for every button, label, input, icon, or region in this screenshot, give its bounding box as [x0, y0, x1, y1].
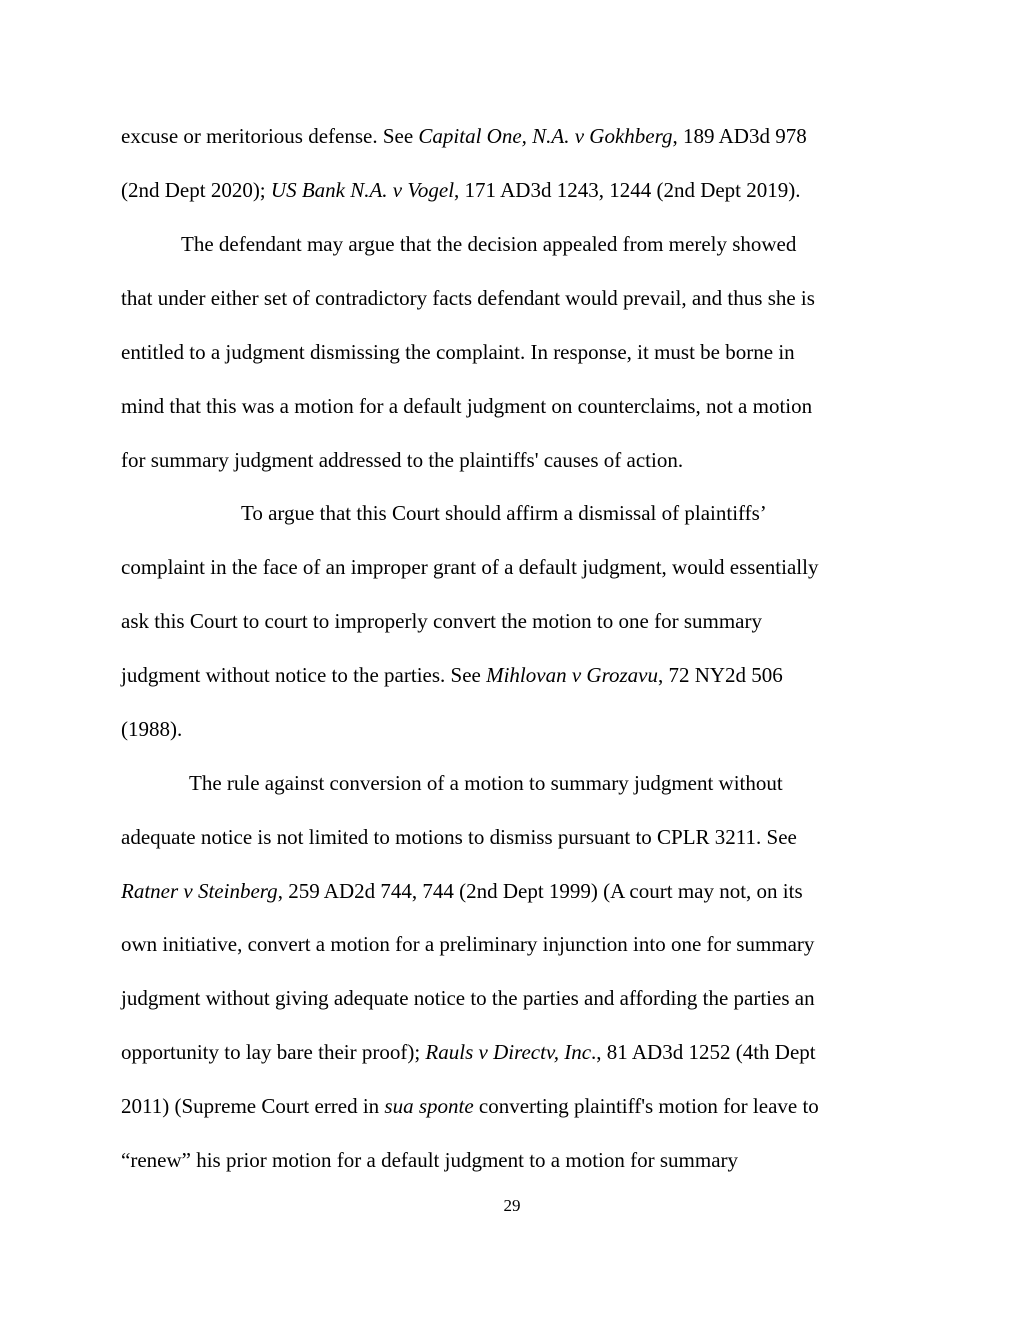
body-text-line [121, 1093, 819, 1119]
paragraph-first-line [181, 231, 796, 257]
text-run: own initiative, convert a motion for a preliminary injunction into one for summary [121, 932, 815, 956]
case-citation: Mihlovan v Grozavu [486, 663, 658, 687]
case-citation: Capital One, N.A. v Gokhberg [418, 124, 673, 148]
text-run: opportunity to lay bare their proof); [121, 1040, 426, 1064]
body-text-line [121, 878, 803, 904]
text-run: mind that this was a motion for a default judgment on counterclaims, not a motion [121, 394, 813, 418]
text-run: ., 81 AD3d 1252 (4th Dept [591, 1040, 816, 1064]
case-citation: Rauls v Directv, Inc [425, 1040, 592, 1064]
text-run: To argue that this Court should affirm a dismissal of plaintiffs’ [241, 501, 767, 525]
case-citation: Ratner v Steinberg [121, 879, 278, 903]
body-text-line [121, 393, 812, 419]
text-run: (1988). [121, 717, 183, 741]
body-text-line [121, 716, 182, 742]
text-run: converting plaintiff's motion for leave to [473, 1094, 819, 1118]
text-run: , 259 AD2d 744, 744 (2nd Dept 1999) (A court may not, on its [277, 879, 803, 903]
paragraph-first-line [241, 500, 767, 526]
body-text-line [121, 824, 797, 850]
text-run: complaint in the face of an improper grant of a default judgment, would essentially [121, 555, 819, 579]
paragraph-first-line [189, 770, 783, 796]
body-text-line [121, 554, 818, 580]
body-text-line [121, 177, 801, 203]
text-run: for summary judgment addressed to the plaintiffs' causes of action. [121, 448, 684, 472]
text-run: judgment without notice to the parties. See [121, 663, 487, 687]
case-citation: US Bank N.A. v Vogel [270, 178, 455, 202]
text-run: The defendant may argue that the decision appealed from merely showed [181, 232, 797, 256]
body-text-line [121, 931, 814, 957]
case-citation: sua sponte [384, 1094, 474, 1118]
text-run: ask this Court to court to improperly convert the motion to one for summary [121, 609, 762, 633]
body-text-line [121, 985, 815, 1011]
text-run: judgment without giving adequate notice to the parties and affording the parties an [121, 986, 815, 1010]
body-text-line [121, 1147, 738, 1173]
body-text-line [121, 339, 795, 365]
text-run: excuse or meritorious defense. See [121, 124, 419, 148]
body-text-line [121, 447, 683, 473]
text-run: , 171 AD3d 1243, 1244 (2nd Dept 2019). [454, 178, 801, 202]
text-run: that under either set of contradictory facts defendant would prevail, and thus she is [121, 286, 815, 310]
text-run: 2011) (Supreme Court erred in [121, 1094, 385, 1118]
text-run: , 189 AD3d 978 [672, 124, 807, 148]
body-text-line [121, 1039, 816, 1065]
text-run: adequate notice is not limited to motions to dismiss pursuant to CPLR 3211. See [121, 825, 797, 849]
text-run: entitled to a judgment dismissing the complaint. In response, it must be borne in [121, 340, 795, 364]
body-text-line [121, 285, 815, 311]
body-text-line [121, 662, 783, 688]
text-run: , 72 NY2d 506 [657, 663, 783, 687]
body-text-line [121, 608, 762, 634]
page-number: 29 [503, 1196, 521, 1215]
text-run: “renew” his prior motion for a default judgment to a motion for summary [121, 1148, 739, 1172]
text-run: The rule against conversion of a motion to summary judgment without [189, 771, 783, 795]
text-run: (2nd Dept 2020); [121, 178, 271, 202]
body-text-line [121, 123, 807, 149]
